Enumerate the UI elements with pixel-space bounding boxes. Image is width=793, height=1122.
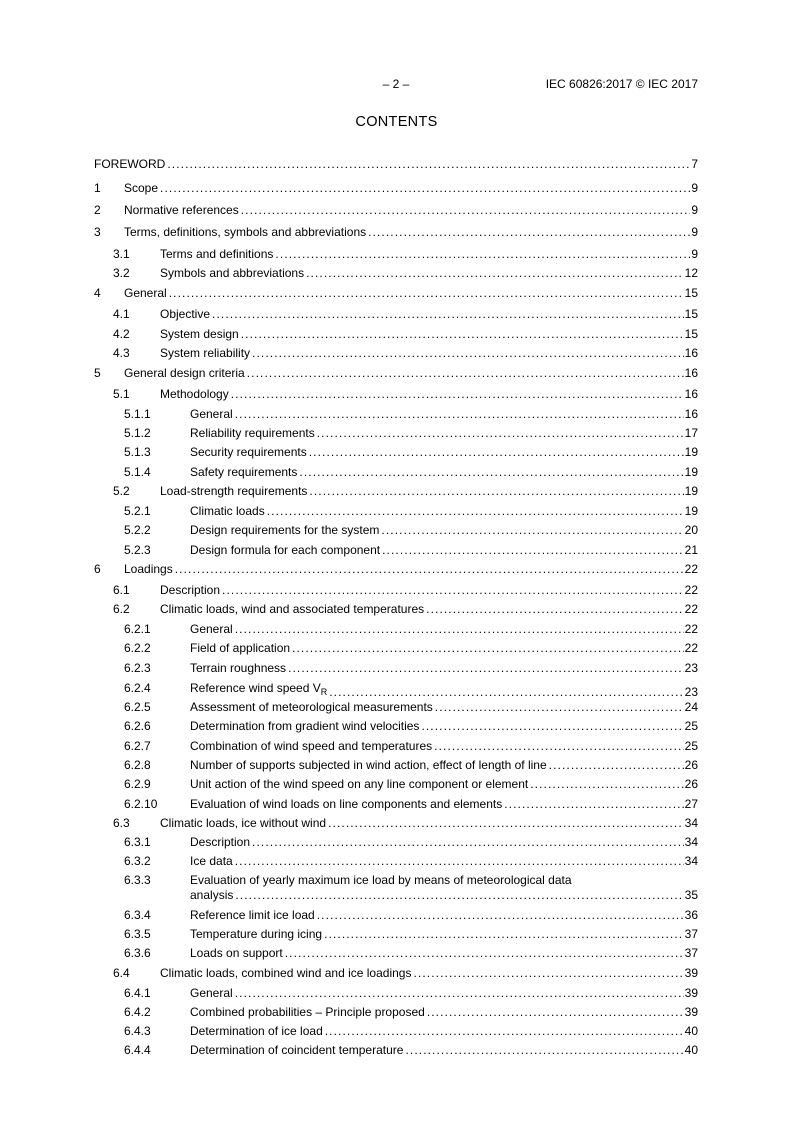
toc-entry-page: 12 bbox=[684, 266, 698, 280]
toc-entry-title-text: Design formula for each component bbox=[190, 543, 381, 557]
toc-entry-title bbox=[160, 816, 326, 831]
toc-entry-number: 6 bbox=[94, 562, 101, 576]
toc-entry-number: 6.3.6 bbox=[124, 946, 151, 960]
dot-leader bbox=[235, 622, 684, 637]
toc-entry-page: 9 bbox=[691, 203, 698, 217]
toc-entry-page: 39 bbox=[684, 1005, 698, 1019]
toc-entry-number: 5 bbox=[94, 366, 101, 380]
toc-entry-number: 6.3.3 bbox=[124, 873, 151, 887]
dot-leader bbox=[329, 685, 683, 700]
toc-entry-title bbox=[124, 286, 167, 301]
toc-entry-title-text: Unit action of the wind speed on any line component or element bbox=[190, 777, 529, 791]
dot-leader bbox=[235, 986, 684, 1001]
toc-entry-number: 6.4.1 bbox=[124, 986, 151, 1000]
toc-entry-page: 34 bbox=[684, 816, 698, 830]
toc-entry-title bbox=[190, 426, 315, 441]
toc-entry-title bbox=[190, 523, 379, 538]
toc-entry-title-text: Ice data bbox=[190, 854, 233, 868]
dot-leader bbox=[167, 157, 690, 172]
toc-entry-page: 22 bbox=[684, 562, 698, 576]
toc-entry-title-text: Terms, definitions, symbols and abbreviations bbox=[124, 225, 367, 239]
toc-entry-number: 6.4.3 bbox=[124, 1024, 151, 1038]
toc-entry-page: 15 bbox=[684, 307, 698, 321]
dot-leader bbox=[421, 719, 683, 734]
dot-leader bbox=[241, 327, 684, 342]
toc-entry-number: 6.4 bbox=[113, 966, 130, 980]
toc-entry-page: 7 bbox=[691, 157, 698, 171]
toc-entry-title bbox=[190, 622, 233, 637]
toc-entry-title bbox=[190, 927, 322, 942]
toc-entry-title-text: Symbols and abbreviations bbox=[160, 266, 305, 280]
toc-entry-page: 15 bbox=[684, 286, 698, 300]
toc-entry-page: 21 bbox=[684, 543, 698, 557]
toc-entry-page: 27 bbox=[684, 797, 698, 811]
dot-leader bbox=[252, 346, 684, 361]
toc-entry-page: 35 bbox=[684, 888, 698, 902]
dot-leader bbox=[231, 387, 684, 402]
toc-entry-subscript: R bbox=[320, 687, 328, 697]
dot-leader bbox=[413, 966, 683, 981]
toc-entry-title bbox=[190, 661, 286, 676]
toc-entry-title bbox=[190, 908, 315, 923]
toc-entry-title-text: Description bbox=[190, 835, 251, 849]
toc-entry-page: 22 bbox=[684, 602, 698, 616]
toc-entry-title bbox=[190, 854, 233, 869]
toc-entry-number: 5.1.2 bbox=[124, 426, 151, 440]
toc-entry-page: 19 bbox=[684, 504, 698, 518]
toc-entry-page: 22 bbox=[684, 622, 698, 636]
toc-entry-title bbox=[124, 366, 245, 381]
toc-entry-page: 25 bbox=[684, 739, 698, 753]
toc-entry-title-text: General bbox=[190, 986, 233, 1000]
toc-entry-title-text: Climatic loads, wind and associated temperatures bbox=[160, 602, 425, 616]
dot-leader bbox=[222, 583, 684, 598]
toc-entry-number: 5.1.3 bbox=[124, 445, 151, 459]
toc-entry-title-text: Normative references bbox=[124, 203, 239, 217]
dot-leader bbox=[405, 1043, 683, 1058]
toc-entry-title-continued: analysis bbox=[190, 888, 234, 902]
toc-entry-number: 6.2.3 bbox=[124, 661, 151, 675]
toc-entry-number: 5.2.1 bbox=[124, 504, 151, 518]
toc-entry-title bbox=[190, 543, 380, 558]
toc-entry-number: 6.3.2 bbox=[124, 854, 151, 868]
toc-entry-number: 4.1 bbox=[113, 307, 130, 321]
toc-entry-number: 6.2.6 bbox=[124, 719, 151, 733]
toc-entry-title bbox=[190, 407, 233, 422]
toc-entry-page: 34 bbox=[684, 854, 698, 868]
toc-entry-title bbox=[124, 181, 158, 196]
toc-entry-title bbox=[190, 739, 432, 754]
toc-entry-title-text: Assessment of meteorological measurements bbox=[190, 700, 433, 714]
dot-leader bbox=[434, 739, 683, 754]
toc-entry-page: 39 bbox=[684, 986, 698, 1000]
toc-entry-title bbox=[190, 758, 547, 773]
page-title: CONTENTS bbox=[355, 114, 438, 130]
toc-entry-number: 1 bbox=[94, 181, 101, 195]
dot-leader bbox=[306, 266, 684, 281]
toc-entry-title-text: General bbox=[190, 622, 233, 636]
toc-entry-page: 36 bbox=[684, 908, 698, 922]
document-id: IEC 60826:2017 © IEC 2017 bbox=[545, 77, 698, 91]
dot-leader bbox=[426, 602, 684, 617]
toc-entry-title bbox=[190, 835, 250, 850]
toc-entry-number: 5.2.2 bbox=[124, 523, 151, 537]
toc-entry-title bbox=[124, 225, 366, 240]
dot-leader bbox=[317, 908, 684, 923]
toc-entry-page: 22 bbox=[684, 641, 698, 655]
toc-entry-title-text: Terrain roughness bbox=[190, 661, 287, 675]
toc-entry-page: 16 bbox=[684, 346, 698, 360]
toc-entry-number: 6.1 bbox=[113, 583, 130, 597]
toc-entry-page: 37 bbox=[684, 946, 698, 960]
toc-entry-page: 37 bbox=[684, 927, 698, 941]
toc-entry-number: 6.2.2 bbox=[124, 641, 151, 655]
toc-entry-title bbox=[160, 327, 239, 342]
toc-entry-title bbox=[160, 966, 411, 981]
dot-leader bbox=[382, 543, 684, 558]
toc-entry-page: 9 bbox=[691, 247, 698, 261]
dot-leader bbox=[309, 445, 684, 460]
toc-entry-title-text: System design bbox=[160, 327, 239, 341]
toc-entry-title bbox=[160, 387, 229, 402]
toc-entry-page: 15 bbox=[684, 327, 698, 341]
toc-entry-title bbox=[190, 681, 327, 700]
toc-entry-number: 6.3 bbox=[113, 816, 130, 830]
toc-entry-title-text: Loads on support bbox=[190, 946, 283, 960]
toc-entry-number: 6.2.7 bbox=[124, 739, 151, 753]
toc-entry-title bbox=[190, 986, 233, 1001]
toc-entry-page: 9 bbox=[691, 225, 698, 239]
dot-leader bbox=[427, 1005, 684, 1020]
toc-entry-title-text: FOREWORD bbox=[94, 157, 166, 171]
dot-leader bbox=[324, 927, 684, 942]
dot-leader bbox=[325, 1024, 684, 1039]
dot-leader bbox=[368, 225, 690, 240]
toc-entry-page: 17 bbox=[684, 426, 698, 440]
toc-entry-title bbox=[190, 1005, 425, 1020]
toc-entry-title bbox=[190, 719, 419, 734]
toc-entry-page: 23 bbox=[684, 661, 698, 675]
toc-entry-number: 6.3.4 bbox=[124, 908, 151, 922]
toc-entry-title-text: Description bbox=[160, 583, 221, 597]
toc-entry-number: 6.2.8 bbox=[124, 758, 151, 772]
dot-leader bbox=[247, 366, 684, 381]
dot-leader bbox=[175, 562, 684, 577]
toc-entry-number: 4.2 bbox=[113, 327, 130, 341]
page-number: – 2 – bbox=[382, 77, 410, 91]
toc-entry-number: 6.2.5 bbox=[124, 700, 151, 714]
toc-entry-title-text: Methodology bbox=[160, 387, 229, 401]
toc-entry-page: 20 bbox=[684, 523, 698, 537]
toc-entry-title bbox=[190, 946, 283, 961]
toc-entry-number: 6.2.1 bbox=[124, 622, 151, 636]
toc-entry-number: 5.1 bbox=[113, 387, 130, 401]
toc-entry-title-text: General design criteria bbox=[124, 366, 245, 380]
toc-entry-title-text: Design requirements for the system bbox=[190, 523, 380, 537]
toc-entry-title bbox=[160, 583, 220, 598]
toc-entry-page: 9 bbox=[691, 181, 698, 195]
toc-entry-page: 16 bbox=[684, 387, 698, 401]
toc-entry-title-text: Objective bbox=[160, 307, 211, 321]
toc-entry-title-text: General bbox=[124, 286, 167, 300]
toc-entry-page: 19 bbox=[684, 445, 698, 459]
toc-entry-title-text: Combined probabilities – Principle proposed bbox=[190, 1005, 425, 1019]
toc-entry-title bbox=[160, 484, 307, 499]
toc-entry-number: 6.4.4 bbox=[124, 1043, 151, 1057]
toc-entry-title-text: Determination of coincident temperature bbox=[190, 1043, 404, 1057]
toc-entry-page: 24 bbox=[684, 700, 698, 714]
toc-entry-page: 23 bbox=[684, 685, 698, 699]
dot-leader bbox=[267, 504, 684, 519]
dot-leader bbox=[299, 465, 683, 480]
toc-entry-number: 5.1.4 bbox=[124, 465, 151, 479]
toc-entry-title-text: Climatic loads, combined wind and ice loadings bbox=[160, 966, 412, 980]
toc-entry-title bbox=[160, 247, 273, 262]
toc-entry-number: 4.3 bbox=[113, 346, 130, 360]
toc-entry-title-text: Number of supports subjected in wind action, effect of length of line bbox=[190, 758, 547, 772]
dot-leader bbox=[252, 835, 684, 850]
toc-entry-title bbox=[160, 307, 210, 322]
toc-entry-page: 22 bbox=[684, 583, 698, 597]
toc-entry-number: 3.2 bbox=[113, 266, 130, 280]
toc-entry-title-text: Determination from gradient wind velocities bbox=[190, 719, 420, 733]
toc-entry-title-text: Climatic loads bbox=[190, 504, 265, 518]
dot-leader bbox=[275, 247, 690, 262]
toc-entry-number: 5.1.1 bbox=[124, 407, 151, 421]
toc-entry-title bbox=[190, 700, 433, 715]
dot-leader bbox=[285, 946, 684, 961]
dot-leader bbox=[288, 661, 684, 676]
dot-leader bbox=[504, 797, 683, 812]
toc-entry-title bbox=[190, 641, 290, 656]
toc-entry-title-text: Reliability requirements bbox=[190, 426, 315, 440]
toc-entry-page: 19 bbox=[684, 484, 698, 498]
toc-entry-title-text: Reference wind speed V bbox=[190, 681, 321, 695]
dot-leader bbox=[328, 816, 684, 831]
toc-entry-title bbox=[190, 777, 528, 792]
toc-entry-title bbox=[190, 504, 265, 519]
dot-leader bbox=[235, 854, 684, 869]
toc-entry-title bbox=[190, 1043, 403, 1058]
toc-entry-title-text: Safety requirements bbox=[190, 465, 298, 479]
toc-entry-page: 39 bbox=[684, 966, 698, 980]
toc-entry-number: 3.1 bbox=[113, 247, 130, 261]
toc-entry-page: 19 bbox=[684, 465, 698, 479]
toc-entry-page: 40 bbox=[684, 1043, 698, 1057]
toc-entry-title-text: Climatic loads, ice without wind bbox=[160, 816, 327, 830]
toc-entry-title-text: System reliability bbox=[160, 346, 251, 360]
toc-entry-title-text: Scope bbox=[124, 181, 159, 195]
page-header bbox=[94, 77, 698, 93]
toc-entry-title-text: Determination of ice load bbox=[190, 1024, 323, 1038]
dot-leader bbox=[530, 777, 683, 792]
toc-entry-title bbox=[190, 797, 502, 812]
toc-entry-title bbox=[190, 1024, 323, 1039]
toc-entry-title bbox=[160, 266, 304, 281]
toc-entry-number: 3 bbox=[94, 225, 101, 239]
toc-entry-page: 34 bbox=[684, 835, 698, 849]
toc-entry-page: 16 bbox=[684, 366, 698, 380]
dot-leader bbox=[235, 888, 683, 903]
dot-leader bbox=[381, 523, 683, 538]
toc-entry-title bbox=[94, 157, 165, 172]
toc-entry-title-text: Reference limit ice load bbox=[190, 908, 315, 922]
toc-entry-page: 26 bbox=[684, 777, 698, 791]
toc-entry-title-text: Combination of wind speed and temperatures bbox=[190, 739, 433, 753]
toc-entry-number: 6.2.10 bbox=[124, 797, 158, 811]
toc-entry-title-text: Loadings bbox=[124, 562, 173, 576]
toc-entry-title bbox=[124, 562, 173, 577]
toc-entry-number: 5.2 bbox=[113, 484, 130, 498]
toc-entry-number: 6.4.2 bbox=[124, 1005, 151, 1019]
toc-entry-title bbox=[160, 346, 250, 361]
toc-entry-title-text: Field of application bbox=[190, 641, 291, 655]
toc-entry-number: 6.3.1 bbox=[124, 835, 151, 849]
dot-leader bbox=[435, 700, 684, 715]
toc-entry-title bbox=[190, 465, 297, 480]
toc-entry-title bbox=[160, 602, 424, 617]
dot-leader bbox=[241, 203, 691, 218]
toc-entry-title-text: Security requirements bbox=[190, 445, 307, 459]
toc-entry-title bbox=[190, 445, 307, 460]
dot-leader bbox=[212, 307, 684, 322]
dot-leader bbox=[309, 484, 683, 499]
toc-entry-title-text: General bbox=[190, 407, 233, 421]
toc-entry-number: 6.2.4 bbox=[124, 681, 151, 695]
toc-entry-title-text: Evaluation of wind loads on line components and elements bbox=[190, 797, 503, 811]
toc-entry-title bbox=[124, 203, 239, 218]
dot-leader bbox=[292, 641, 684, 656]
toc-entry-page: 16 bbox=[684, 407, 698, 421]
toc-entry-number: 5.2.3 bbox=[124, 543, 151, 557]
toc-entry-page: 26 bbox=[684, 758, 698, 772]
toc-entry-title-text: Terms and definitions bbox=[160, 247, 274, 261]
toc-entry-number: 6.2 bbox=[113, 602, 130, 616]
toc-entry-number: 2 bbox=[94, 203, 101, 217]
toc-entry-page: 40 bbox=[684, 1024, 698, 1038]
toc-entry-title-text: Load-strength requirements bbox=[160, 484, 308, 498]
dot-leader bbox=[317, 426, 684, 441]
toc-entry-title-text: Temperature during icing bbox=[190, 927, 323, 941]
dot-leader bbox=[549, 758, 684, 773]
toc-entry-number: 6.2.9 bbox=[124, 777, 151, 791]
toc-entry-page: 25 bbox=[684, 719, 698, 733]
toc-entry-number: 6.3.5 bbox=[124, 927, 151, 941]
dot-leader bbox=[235, 407, 684, 422]
dot-leader bbox=[169, 286, 684, 301]
dot-leader bbox=[160, 181, 690, 196]
toc-entry-title: Evaluation of yearly maximum ice load by means of meteorological data bbox=[190, 873, 572, 887]
toc-entry-number: 4 bbox=[94, 286, 101, 300]
